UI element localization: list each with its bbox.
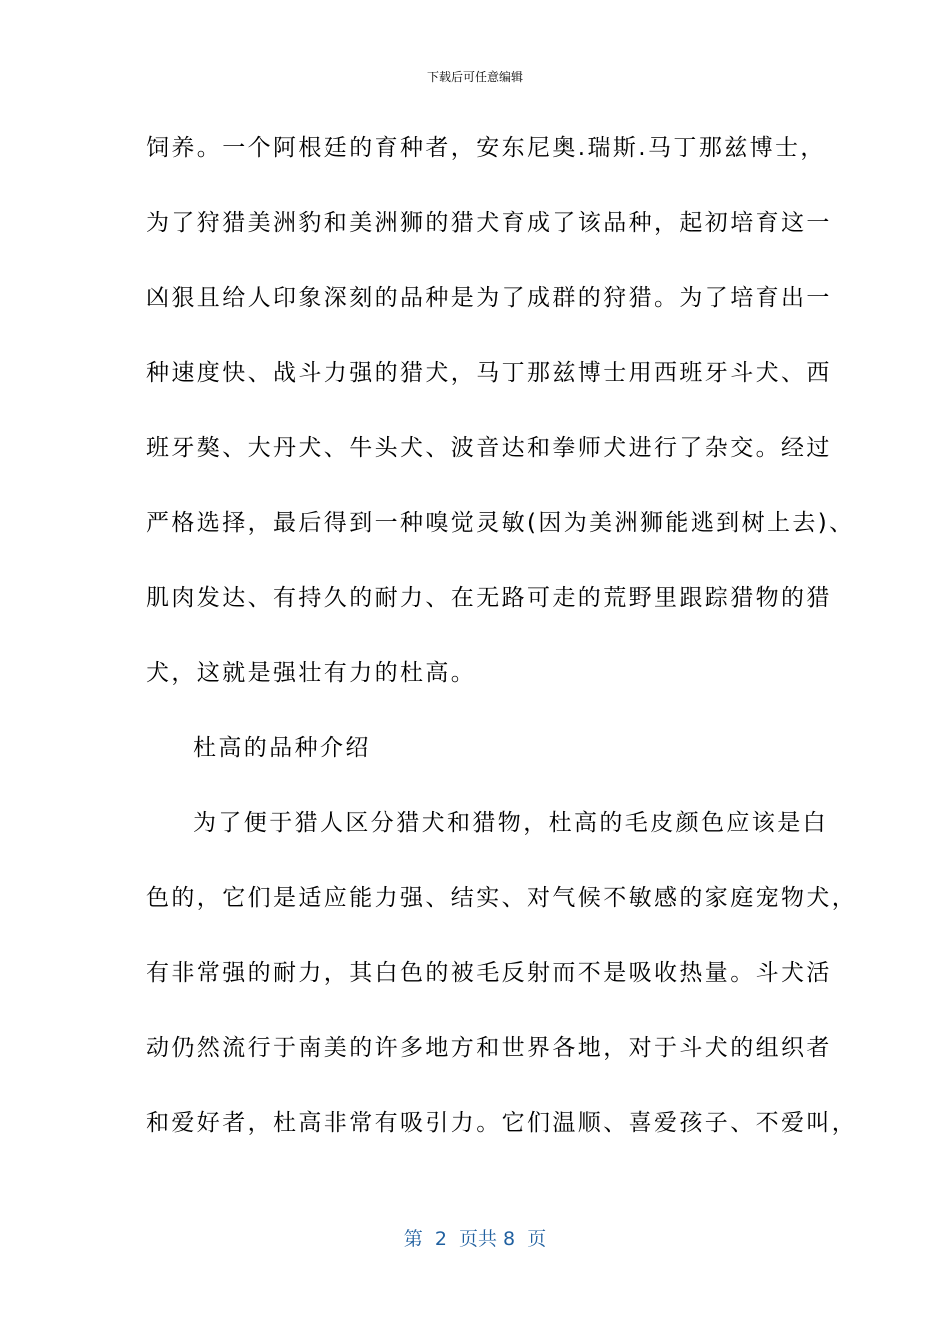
text-line: 为了便于猎人区分猎犬和猎物，杜高的毛皮颜色应该是白 [193,810,828,836]
text-line: 种速度快、战斗力强的猎犬，马丁那兹博士用西班牙斗犬、西 [146,360,832,386]
text-line: 色的，它们是适应能力强、结实、对气候不敏感的家庭宠物犬， [146,885,858,911]
text-line: 饲养。一个阿根廷的育种者，安东尼奥.瑞斯.马丁那兹博士， [146,135,826,161]
text-line: 有非常强的耐力，其白色的被毛反射而不是吸收热量。斗犬活 [146,960,832,986]
text-line: 班牙獒、大丹犬、牛头犬、波音达和拳师犬进行了杂交。经过 [146,435,832,461]
page-header: 下载后可任意编辑 [426,70,523,84]
text-line: 肌肉发达、有持久的耐力、在无路可走的荒野里跟踪猎物的猎 [146,585,832,611]
text-line: 凶狠且给人印象深刻的品种是为了成群的狩猎。为了培育出一 [146,285,832,311]
text-line: 动仍然流行于南美的许多地方和世界各地，对于斗犬的组织者 [146,1035,832,1061]
page-number-footer: 第 2 页共 8 页 [403,1228,547,1250]
text-line: 和爱好者，杜高非常有吸引力。它们温顺、喜爱孩子、不爱叫， [146,1110,858,1136]
text-line: 严格选择，最后得到一种嗅觉灵敏(因为美洲狮能逃到树上去)、 [146,510,855,536]
text-line: 为了狩猎美洲豹和美洲狮的猎犬育成了该品种，起初培育这一 [146,210,832,236]
text-line: 犬，这就是强壮有力的杜高。 [146,660,477,686]
document-body [146,120,858,1170]
section-heading: 杜高的品种介绍 [193,735,371,761]
